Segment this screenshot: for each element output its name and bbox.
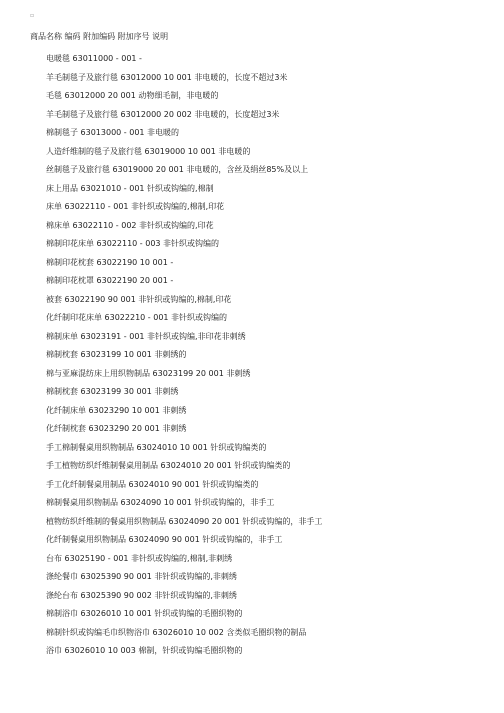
list-item: 棉制针织或钩编毛巾织物浴巾 63026010 10 002 含类似毛圈织物的制品 (46, 627, 307, 637)
list-item: 羊毛制毯子及旅行毯 63012000 20 002 非电暖的，长度超过3米 (46, 109, 280, 119)
list-item: 涤纶餐巾 63025390 90 001 非针织或钩编的,非刺绣 (46, 572, 237, 581)
list-item: 被套 63022190 90 001 非针织或钩编的,棉制,印花 (46, 294, 232, 304)
list-item: 台布 63025190 - 001 非针织或钩编的,棉制,非刺绣 (46, 553, 233, 563)
list-item: 化纤制枕套 63023290 20 001 非刺绣 (46, 424, 187, 433)
list-item: 化纤制餐桌用织物制品 63024090 90 001 针织或钩编的，非手工 (46, 535, 283, 544)
list-item: 毛毯 63012000 20 001 动物细毛制，非电暖的 (46, 91, 219, 100)
list-item: 化纤制床单 63023290 10 001 非刺绣 (46, 405, 187, 415)
list-item: 棉制毯子 63013000 - 001 非电暖的 (46, 128, 180, 137)
list-item: 羊毛制毯子及旅行毯 63012000 10 001 非电暖的，长度不超过3米 (46, 72, 288, 82)
list-item: 浴巾 63026010 10 003 棉制，针织或钩编毛圈织物的 (46, 646, 243, 655)
list-item: 棉制浴巾 63026010 10 001 针织或钩编的毛圈织物的 (46, 609, 243, 618)
list-item: 植物纺织纤维制的餐桌用织物制品 63024090 20 001 针织或钩编的，非手工 (46, 516, 323, 526)
list-item: 棉制印花枕套 63022190 10 001 - (46, 257, 174, 267)
list-item: 涤纶台布 63025390 90 002 非针织或钩编的,非刺绣 (46, 590, 237, 600)
list-item: 棉床单 63022110 - 002 非针织或钩编的,印花 (46, 220, 214, 230)
list-item: 棉制枕套 63023199 30 001 非刺绣 (46, 387, 179, 396)
list-item: 化纤制印花床单 63022210 - 001 非针织或钩编的 (46, 313, 228, 322)
list-item: 电暖毯 63011000 - 001 - (46, 54, 142, 63)
list-item: 床上用品 63021010 - 001 针织或钩编的,棉制 (46, 183, 214, 193)
list-item: 手工化纤制餐桌用制品 63024010 90 001 针织或钩编类的 (46, 479, 259, 489)
list-item: 棉制枕套 63023199 10 001 非刺绣的 (46, 350, 187, 359)
list-item: 丝制毯子及旅行毯 63019000 20 001 非电暖的，含丝及绢丝85%及以上 (46, 165, 309, 174)
list-item: 棉制印花床单 63022110 - 003 非针织或钩编的 (46, 239, 220, 248)
list-item: 棉与亚麻混纺床上用织物制品 63023199 20 001 非刺绣 (46, 368, 251, 378)
list-item: 棉制餐桌用织物制品 63024090 10 001 针织或钩编的，非手工 (46, 498, 275, 507)
list-item: 手工植物纺织纤维制餐桌用制品 63024010 20 001 针织或钩编类的 (46, 461, 291, 470)
page-marker: ▫ (30, 12, 35, 19)
list-item: 床单 63022110 - 001 非针织或钩编的,棉制,印花 (46, 202, 225, 211)
list-item: 棉制床单 63023191 - 001 非针织或钩编,非印花非刺绣 (46, 331, 246, 341)
list-item: 棉制印花枕罩 63022190 20 001 - (46, 276, 174, 285)
list-item: 人造纤维制的毯子及旅行毯 63019000 10 001 非电暖的 (46, 146, 251, 156)
column-header: 商品名称 编码 附加编码 附加序号 说明 (30, 32, 169, 41)
product-list (46, 53, 322, 664)
list-item: 手工棉制餐桌用织物制品 63024010 10 001 针织或钩编类的 (46, 442, 267, 452)
